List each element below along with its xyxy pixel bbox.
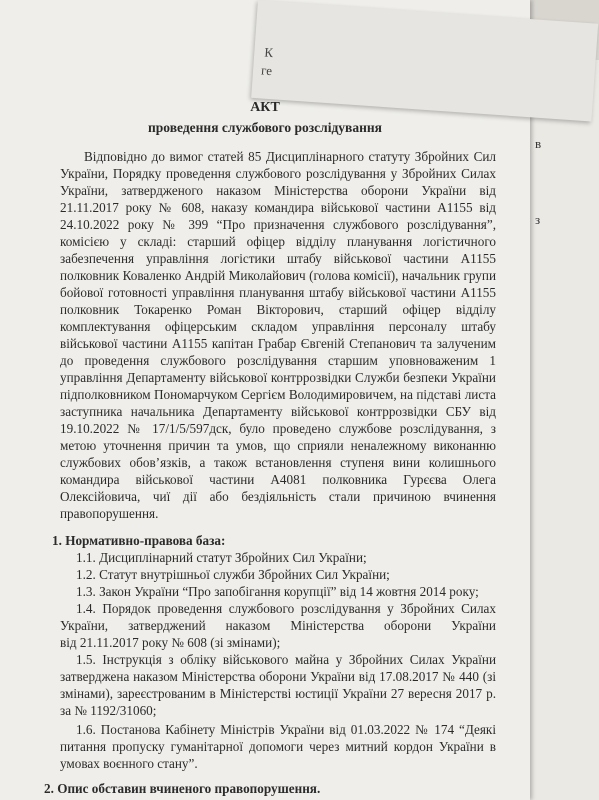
paragraph-line: Відповідно до вимог статей 85 Дисциплінарного статуту Збройних Сил (84, 149, 496, 164)
overlay-text-line: К (263, 44, 274, 61)
paragraph-line: правопорушення. (60, 506, 159, 521)
list-item-continuation: від 21.11.2017 року № 608 (зі змінами); (60, 635, 281, 650)
paragraph-line: до проведення службового розслідування старшим уповноваженим 1 (60, 353, 496, 368)
list-item-continuation: питання пропуску гуманітарної допомоги через митний кордон України в (60, 739, 496, 754)
paragraph-line: полковник Коваленко Андрій Миколайович (голова комісії), начальник групи (60, 268, 496, 283)
paragraph-line: військової частини А1155 капітан Грабар Євгеній Степанович та залученим (60, 336, 496, 351)
overlay-text-line: ге (260, 62, 273, 79)
background-sheet-fragment (520, 60, 599, 800)
list-item-continuation: умовах воєнного стану”. (60, 756, 198, 771)
paragraph-line: полковник Токаренко Роман Вікторович, старший офіцер відділу (60, 302, 496, 317)
list-item: 1.1. Дисциплінарний статут Збройних Сил України; (76, 550, 367, 565)
list-item-continuation: затверджена наказом Міністерства оборони України від 17.08.2017 № 440 (зі (60, 669, 496, 684)
edge-text-line: в (535, 136, 542, 151)
paragraph-line: заступника начальника Департаменту військової контррозвідки СБУ від (60, 404, 496, 419)
list-item: 1.2. Статут внутрішньої служби Збройних Сил України; (76, 567, 390, 582)
document-title: АКТ (250, 100, 280, 115)
paragraph-line: 21.11.2017 року № 608, наказу командира військової частини А1155 від (60, 200, 496, 215)
list-item-continuation: України, затверджений наказом Міністерства оборони України (60, 618, 496, 633)
paragraph-line: забезпечення управління логістики штабу військової частини А1155 (60, 251, 496, 266)
paragraph-line: України, затвердженого наказом Міністерства оборони України від (60, 183, 496, 198)
list-item-continuation: змінами), зареєстрованим в Міністерстві юстиції України 27 вересня 2017 р. (60, 686, 496, 701)
paragraph-line: 19.10.2022 № 17/1/5/597дск, було проведено службове розслідування, з (60, 421, 496, 436)
edge-text-line: з (535, 212, 541, 227)
paragraph-line: службових обов’язків, а також встановлення ступеня вини колишнього (60, 455, 496, 470)
paragraph-line: управління Департаменту військової контррозвідки Служби безпеки України (60, 370, 496, 385)
paragraph-line: бойової готовності управління планування штабу військової частини А1155 (60, 285, 496, 300)
list-item: 1.3. Закон України “Про запобігання корупції” від 14 жовтня 2014 року; (76, 584, 479, 599)
list-item: 1.4. Порядок проведення службового розслідування у Збройних Силах (76, 601, 496, 616)
list-item: 1.5. Інструкція з обліку військового майна у Збройних Силах України (76, 652, 496, 667)
list-item-continuation: за № 1192/31060; (60, 703, 157, 718)
paragraph-line: Олексійовича, чиї дії або бездіяльність стали причиною вчинення (60, 489, 496, 504)
list-item: 1.6. Постанова Кабінету Міністрів України від 01.03.2022 № 174 “Деякі (76, 722, 496, 737)
paragraph-line: підполковником Пономарчуком Сергієм Володимировичем, на підставі листа (60, 387, 496, 402)
document-subtitle: проведення службового розслідування (148, 120, 382, 135)
section-heading: 1. Нормативно-правова база: (52, 533, 226, 548)
paragraph-line: комплектування офіцерським складом управління персоналу штабу (60, 319, 496, 334)
section-heading: 2. Опис обставин вчиненого правопорушення. (44, 781, 321, 796)
paragraph-line: командира військової частини А4081 полковника Гурєєва Олега (60, 472, 496, 487)
paragraph-line: 24.10.2022 року № 399 “Про призначення службового розслідування”, (60, 217, 496, 232)
paragraph-line: України, Порядку проведення службового розслідування у Збройних Силах (60, 166, 496, 181)
paragraph-line: комісією у складі: старший офіцер відділу планування логістичного (60, 234, 496, 249)
paragraph-line: метою уточнення причин та умов, що сприяли неналежному виконанню (60, 438, 496, 453)
